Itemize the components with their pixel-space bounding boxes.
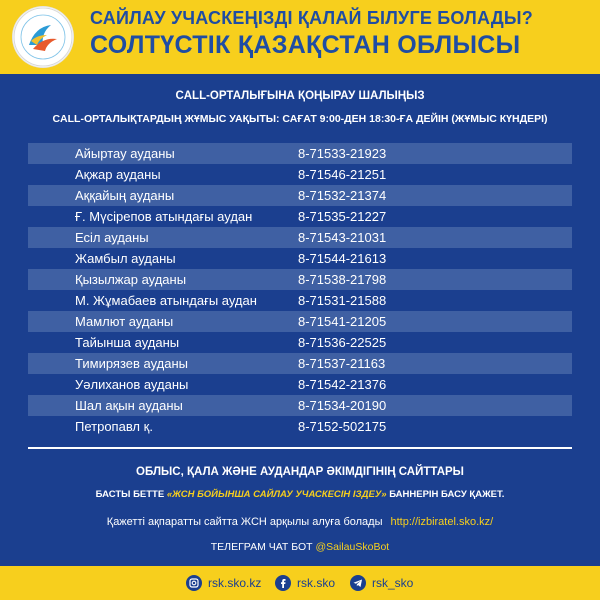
district-phone[interactable]: 8-71537-21163 [298,356,386,371]
call-center-hours: CALL-ОРТАЛЫҚТАРДЫҢ ЖҰМЫС УАҚЫТЫ: САҒАТ 9:00-ДЕН 18:30-ҒА ДЕЙІН (ЖҰМЫС КҮНДЕРІ) [52,113,548,125]
table-row [28,353,572,374]
district-phone[interactable]: 8-71535-21227 [298,209,387,224]
telegram-label: rsk_sko [372,576,414,590]
instagram-label: rsk.sko.kz [208,576,262,590]
district-name: Тимирязев ауданы [75,356,189,371]
district-phone[interactable]: 8-71543-21031 [298,230,387,245]
district-name: Мамлют ауданы [75,314,174,329]
table-row [28,206,572,227]
izbiratel-link[interactable]: http://izbiratel.sko.kz/ [390,516,494,528]
district-name: Уәлиханов ауданы [75,377,189,392]
district-phone[interactable]: 8-71532-21374 [298,188,387,203]
facebook-link[interactable] [275,575,335,591]
district-name: Айыртау ауданы [75,146,175,161]
district-name: Ақжар ауданы [75,167,161,182]
telegram-bot-link[interactable]: @SailauSkoBot [315,541,390,553]
telegram-icon [350,575,366,591]
table-row [28,269,572,290]
table-row [28,416,572,437]
telegram-link[interactable] [350,575,413,591]
district-name: Тайынша ауданы [75,335,180,350]
facebook-icon [275,575,291,591]
instagram-link[interactable] [186,575,261,591]
footer-social-bar [0,566,600,600]
banner-highlight: «ЖСН БОЙЫНША САЙЛАУ УЧАСКЕСІН ІЗДЕУ» [166,489,387,500]
table-row [28,311,572,332]
district-phone[interactable]: 8-71536-22525 [298,335,387,350]
section-divider [28,447,572,449]
district-phone[interactable]: 8-71533-21923 [298,146,387,161]
banner-instruction [0,489,600,500]
page-title-region: СОЛТҮСТІК ҚАЗАҚСТАН ОБЛЫСЫ [90,31,521,59]
table-row [28,164,572,185]
page-title-question: САЙЛАУ УЧАСКЕҢІЗДІ ҚАЛАЙ БІЛУГЕ БОЛАДЫ? [90,8,533,28]
telegram-bot-label: ТЕЛЕГРАМ ЧАТ БОТ [210,541,316,553]
sites-section-title: ОБЛЫС, ҚАЛА ЖӘНЕ АУДАНДАР ӘКІМДІГІНІҢ САЙТТАРЫ [136,466,464,478]
info-line [0,516,600,528]
table-row [28,332,572,353]
district-phone[interactable]: 8-71542-21376 [298,377,387,392]
district-phone-table [28,143,572,437]
header-banner [0,0,600,74]
table-row [28,395,572,416]
district-name: Петропавл қ. [75,419,153,434]
table-row [28,248,572,269]
district-name: Ғ. Мүсірепов атындағы аудан [75,209,253,224]
table-row [28,227,572,248]
banner-prefix: БАСТЫ БЕТТЕ [95,489,167,500]
instagram-icon [186,575,202,591]
telegram-bot-line [0,541,600,553]
district-name: М. Жұмабаев атындағы аудан [75,293,257,308]
facebook-label: rsk.sko [297,576,336,590]
district-phone[interactable]: 8-71534-20190 [298,398,387,413]
district-phone[interactable]: 8-71538-21798 [298,272,387,287]
district-name: Жамбыл ауданы [75,251,176,266]
district-name: Қызылжар ауданы [75,272,187,287]
district-name: Аққайың ауданы [75,188,175,203]
district-phone[interactable]: 8-71544-21613 [298,251,387,266]
info-text: Қажетті ақпаратты сайтта ЖСН арқылы алуға болады [106,516,383,528]
district-name: Есіл ауданы [75,230,149,245]
district-phone[interactable]: 8-71541-21205 [298,314,387,329]
table-row [28,185,572,206]
table-row [28,290,572,311]
district-phone[interactable]: 8-71546-21251 [298,167,387,182]
district-name: Шал ақын ауданы [75,398,183,413]
table-row [28,374,572,395]
district-phone[interactable]: 8-71531-21588 [298,293,387,308]
table-row [28,143,572,164]
banner-suffix: БАННЕРІН БАСУ ҚАЖЕТ. [386,489,505,500]
regional-emblem-icon [13,7,73,67]
district-phone[interactable]: 8-7152-502175 [298,419,387,434]
call-center-title: CALL-ОРТАЛЫҒЫНА ҚОҢЫРАУ ШАЛЫҢЫЗ [175,90,425,102]
